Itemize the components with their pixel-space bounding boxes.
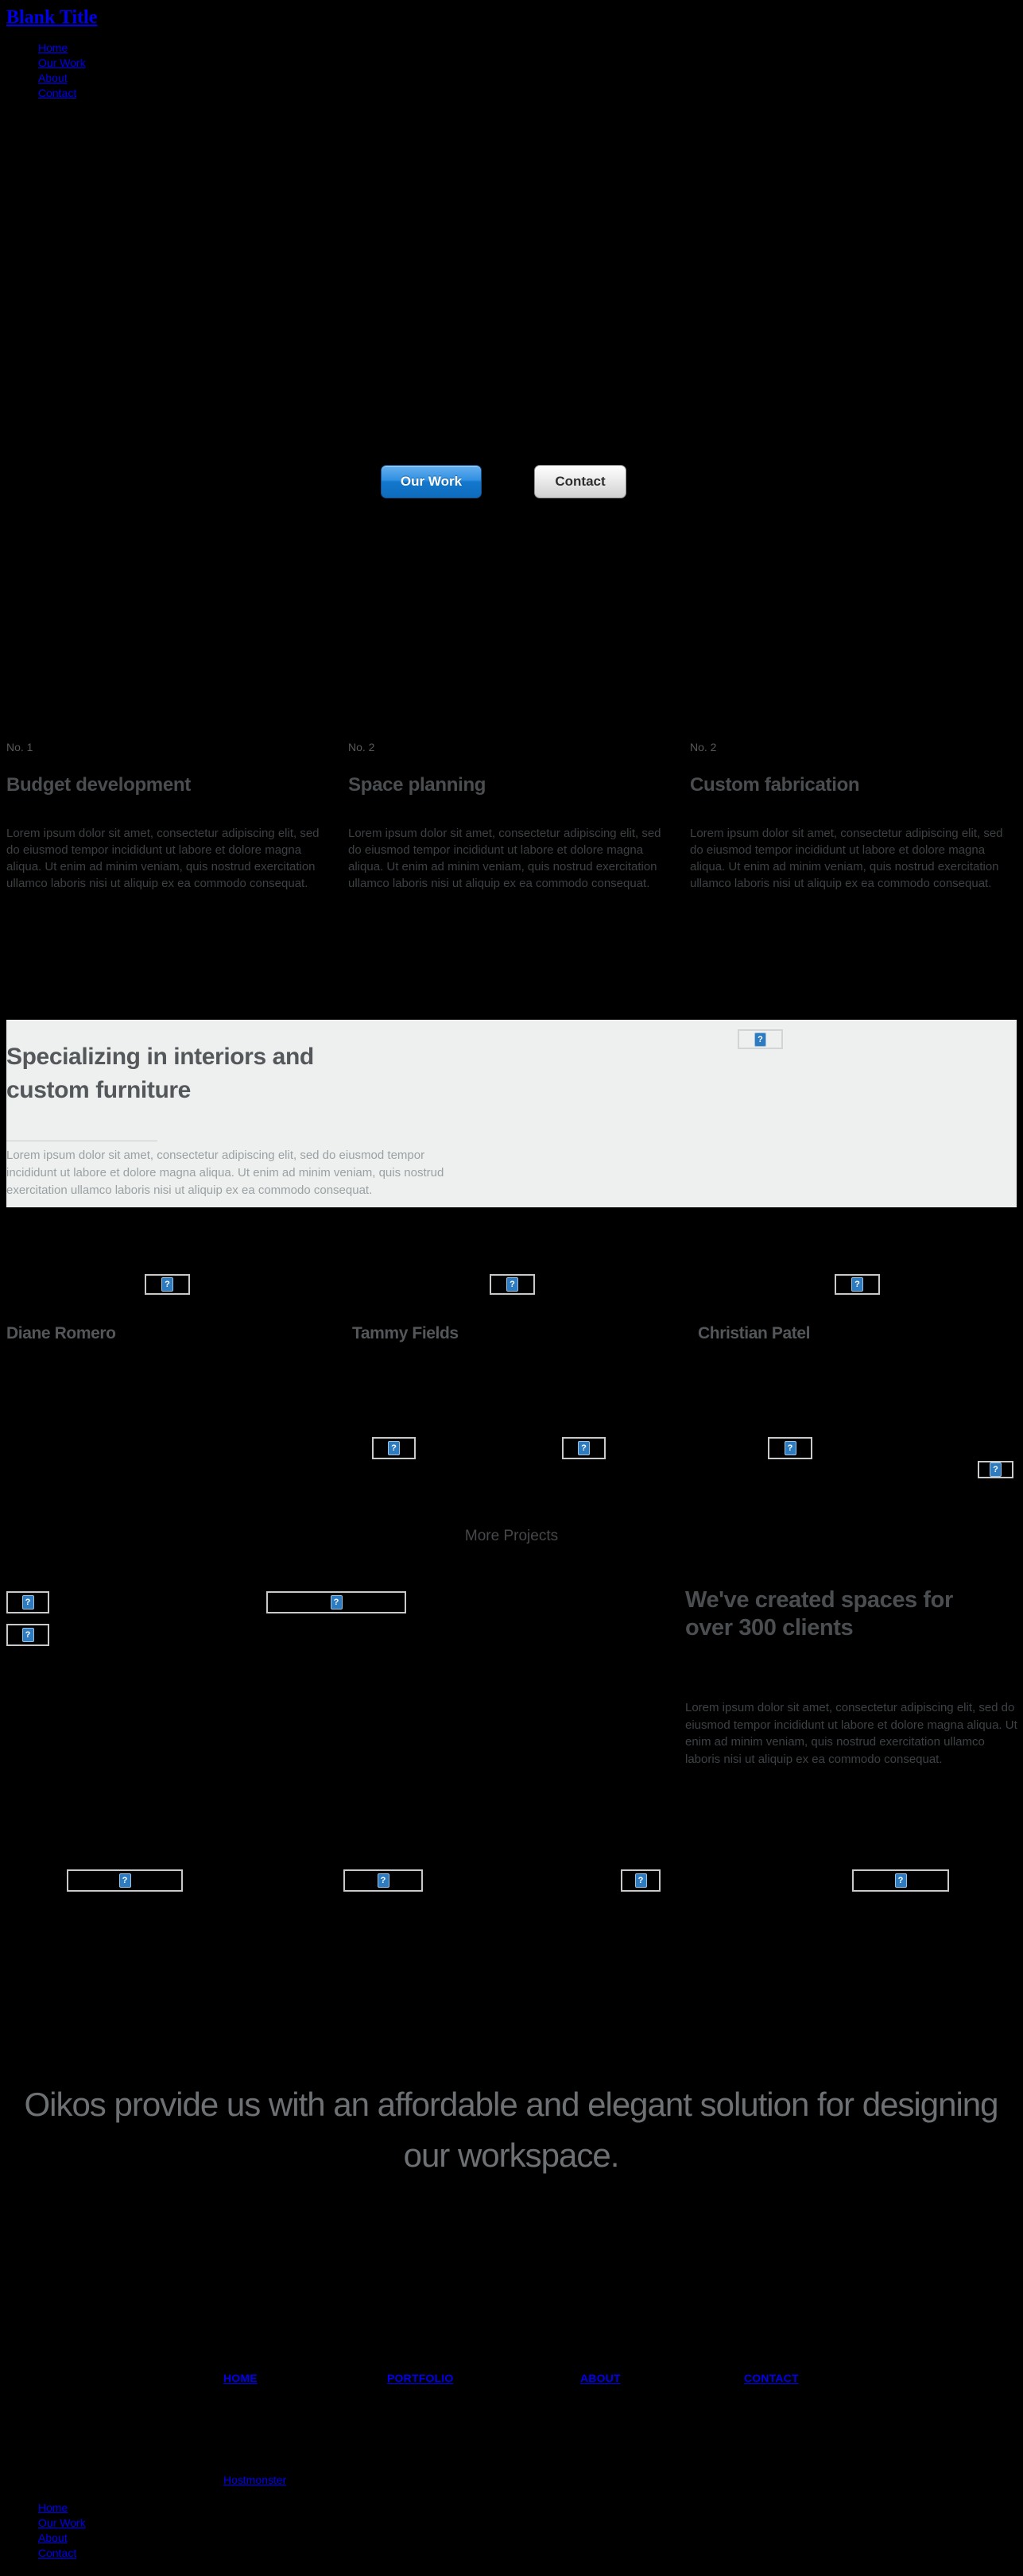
broken-image-placeholder bbox=[6, 1624, 49, 1646]
missing-image-icon: ? bbox=[990, 1462, 1002, 1477]
missing-image-icon: ? bbox=[388, 1441, 400, 1455]
broken-image-placeholder bbox=[490, 1274, 535, 1295]
team-member-name: Christian Patel bbox=[698, 1324, 811, 1342]
bottom-nav-our-work[interactable]: Our Work bbox=[38, 2516, 86, 2529]
top-nav-contact[interactable]: Contact bbox=[38, 87, 77, 99]
missing-image-icon: ? bbox=[22, 1595, 34, 1610]
missing-image-icon: ? bbox=[578, 1441, 590, 1455]
top-nav-about[interactable]: About bbox=[38, 72, 68, 84]
top-nav-home[interactable]: Home bbox=[38, 41, 68, 54]
testimonial-quote: Oikos provide us with an affordable and elegant solution for designing our workspace. bbox=[24, 2086, 998, 2174]
footer-link-about[interactable]: ABOUT bbox=[580, 2372, 621, 2384]
missing-image-icon: ? bbox=[378, 1873, 389, 1888]
missing-image-icon: ? bbox=[785, 1441, 796, 1455]
service-number: No. 1 bbox=[6, 741, 33, 753]
service-body: Lorem ipsum dolor sit amet, consectetur adipiscing elit, sed do eiusmod tempor incididunt ut labore et dolore magna aliqua. Ut enim ad minim veniam, quis nostrud exercitation ullamco laboris nisi ut aliquip ex ea commodo consequat. bbox=[690, 827, 1003, 890]
broken-image-placeholder bbox=[621, 1869, 661, 1892]
more-projects-label: More Projects bbox=[464, 1528, 559, 1544]
nav-item bbox=[38, 2500, 86, 2516]
about-panel bbox=[6, 1020, 1017, 1207]
clients-title: We've created spaces for over 300 clients bbox=[685, 1587, 953, 1641]
missing-image-icon: ? bbox=[119, 1873, 131, 1888]
broken-image-placeholder bbox=[372, 1437, 416, 1459]
broken-image-placeholder bbox=[266, 1591, 406, 1613]
contact-button[interactable]: Contact bbox=[534, 465, 626, 498]
footer-link-home[interactable]: HOME bbox=[223, 2372, 258, 2384]
missing-image-icon: ? bbox=[754, 1032, 766, 1047]
bottom-nav-home[interactable]: Home bbox=[38, 2501, 68, 2514]
about-panel-title: Specializing in interiors and custom furniture bbox=[6, 1044, 314, 1103]
broken-image-placeholder bbox=[343, 1869, 423, 1892]
hostmonster-link[interactable]: Hostmonster bbox=[223, 2473, 287, 2486]
site-title-link[interactable]: Blank Title bbox=[6, 7, 98, 28]
service-title: Custom fabrication bbox=[690, 774, 860, 796]
broken-image-placeholder bbox=[978, 1461, 1013, 1478]
nav-item bbox=[38, 41, 86, 56]
missing-image-icon: ? bbox=[635, 1873, 647, 1888]
broken-image-placeholder bbox=[67, 1869, 183, 1892]
bottom-nav bbox=[38, 2500, 86, 2561]
missing-image-icon: ? bbox=[22, 1628, 34, 1642]
service-column-budget bbox=[6, 741, 332, 892]
team-member-name: Tammy Fields bbox=[352, 1324, 459, 1342]
missing-image-icon: ? bbox=[895, 1873, 907, 1888]
missing-image-icon: ? bbox=[161, 1277, 173, 1292]
nav-item bbox=[38, 56, 86, 71]
nav-item bbox=[38, 2546, 86, 2561]
nav-item bbox=[38, 86, 86, 101]
service-body: Lorem ipsum dolor sit amet, consectetur adipiscing elit, sed do eiusmod tempor incididunt ut labore et dolore magna aliqua. Ut enim ad minim veniam, quis nostrud exercitation ullamco laboris nisi ut aliquip ex ea commodo consequat. bbox=[6, 827, 320, 890]
broken-image-placeholder bbox=[738, 1029, 783, 1049]
service-number: No. 2 bbox=[690, 741, 717, 753]
footer-link-portfolio[interactable]: PORTFOLIO bbox=[387, 2372, 454, 2384]
our-work-button[interactable]: Our Work bbox=[381, 465, 482, 498]
service-title: Budget development bbox=[6, 774, 191, 796]
service-number: No. 2 bbox=[348, 741, 375, 753]
missing-image-icon: ? bbox=[851, 1277, 863, 1292]
nav-item bbox=[38, 2531, 86, 2546]
service-body: Lorem ipsum dolor sit amet, consectetur adipiscing elit, sed do eiusmod tempor incididunt ut labore et dolore magna aliqua. Ut enim ad minim veniam, quis nostrud exercitation ullamco laboris nisi ut aliquip ex ea commodo consequat. bbox=[348, 827, 661, 890]
service-column-space bbox=[348, 741, 674, 892]
top-nav-our-work[interactable]: Our Work bbox=[38, 56, 86, 69]
broken-image-placeholder bbox=[6, 1591, 49, 1613]
bottom-nav-about[interactable]: About bbox=[38, 2531, 68, 2544]
broken-image-placeholder bbox=[835, 1274, 880, 1295]
broken-image-placeholder bbox=[852, 1869, 949, 1892]
nav-item bbox=[38, 71, 86, 86]
service-title: Space planning bbox=[348, 774, 486, 796]
nav-item bbox=[38, 2516, 86, 2531]
clients-body: Lorem ipsum dolor sit amet, consectetur adipiscing elit, sed do eiusmod tempor incididunt ut labore et dolore magna aliqua. Ut enim ad minim veniam, quis nostrud exercitation ullamco laboris nisi ut aliquip ex ea commodo consequat. bbox=[685, 1701, 1017, 1766]
bottom-nav-contact[interactable]: Contact bbox=[38, 2547, 77, 2559]
team-member-name: Diane Romero bbox=[6, 1324, 116, 1342]
broken-image-placeholder bbox=[145, 1274, 190, 1295]
footer-link-contact[interactable]: CONTACT bbox=[744, 2372, 799, 2384]
top-nav bbox=[38, 41, 86, 101]
missing-image-icon: ? bbox=[331, 1595, 343, 1610]
about-panel-body: Lorem ipsum dolor sit amet, consectetur adipiscing elit, sed do eiusmod tempor incididunt ut labore et dolore magna aliqua. Ut enim ad minim veniam, quis nostrud exercitation ullamco laboris nisi ut aliquip ex ea commodo consequat. bbox=[6, 1149, 444, 1197]
service-column-fabrication bbox=[690, 741, 1016, 892]
broken-image-placeholder bbox=[562, 1437, 606, 1459]
broken-image-placeholder bbox=[768, 1437, 812, 1459]
missing-image-icon: ? bbox=[506, 1277, 518, 1292]
